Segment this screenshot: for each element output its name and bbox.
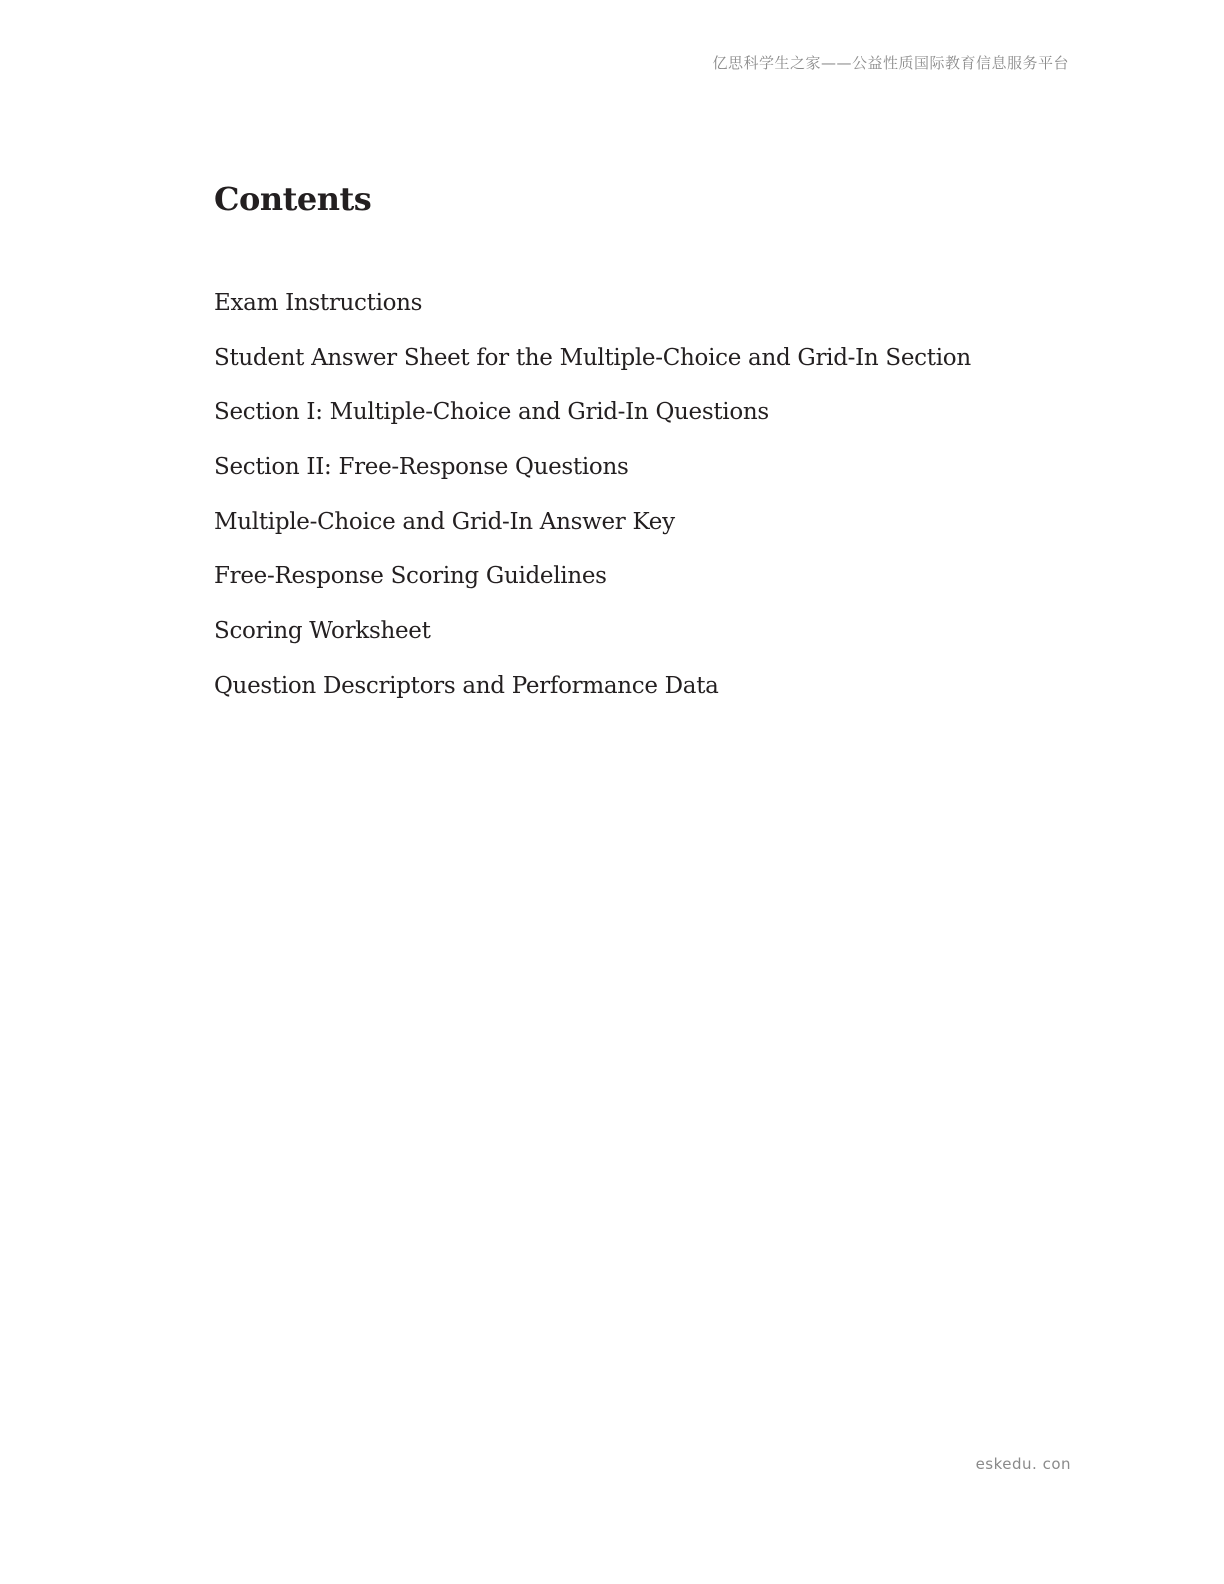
- toc-item-student-answer-sheet[interactable]: Student Answer Sheet for the Multiple-Choice and Grid-In Section: [214, 344, 971, 371]
- toc-item-scoring-worksheet[interactable]: Scoring Worksheet: [214, 618, 431, 645]
- footer-watermark: eskedu. con: [975, 1455, 1071, 1473]
- toc-item-section-ii[interactable]: Section II: Free-Response Questions: [214, 454, 629, 481]
- toc-item-scoring-guidelines[interactable]: Free-Response Scoring Guidelines: [214, 563, 607, 590]
- table-of-contents: [214, 288, 971, 726]
- toc-item-question-descriptors[interactable]: Question Descriptors and Performance Data: [214, 672, 719, 699]
- toc-item-exam-instructions[interactable]: Exam Instructions: [214, 290, 423, 316]
- header-watermark: 亿思科学生之家——公益性质国际教育信息服务平台: [712, 54, 1069, 72]
- page-title: Contents: [214, 180, 372, 218]
- toc-item-answer-key[interactable]: Multiple-Choice and Grid-In Answer Key: [214, 508, 675, 535]
- toc-item-section-i[interactable]: Section I: Multiple-Choice and Grid-In Questions: [214, 399, 769, 426]
